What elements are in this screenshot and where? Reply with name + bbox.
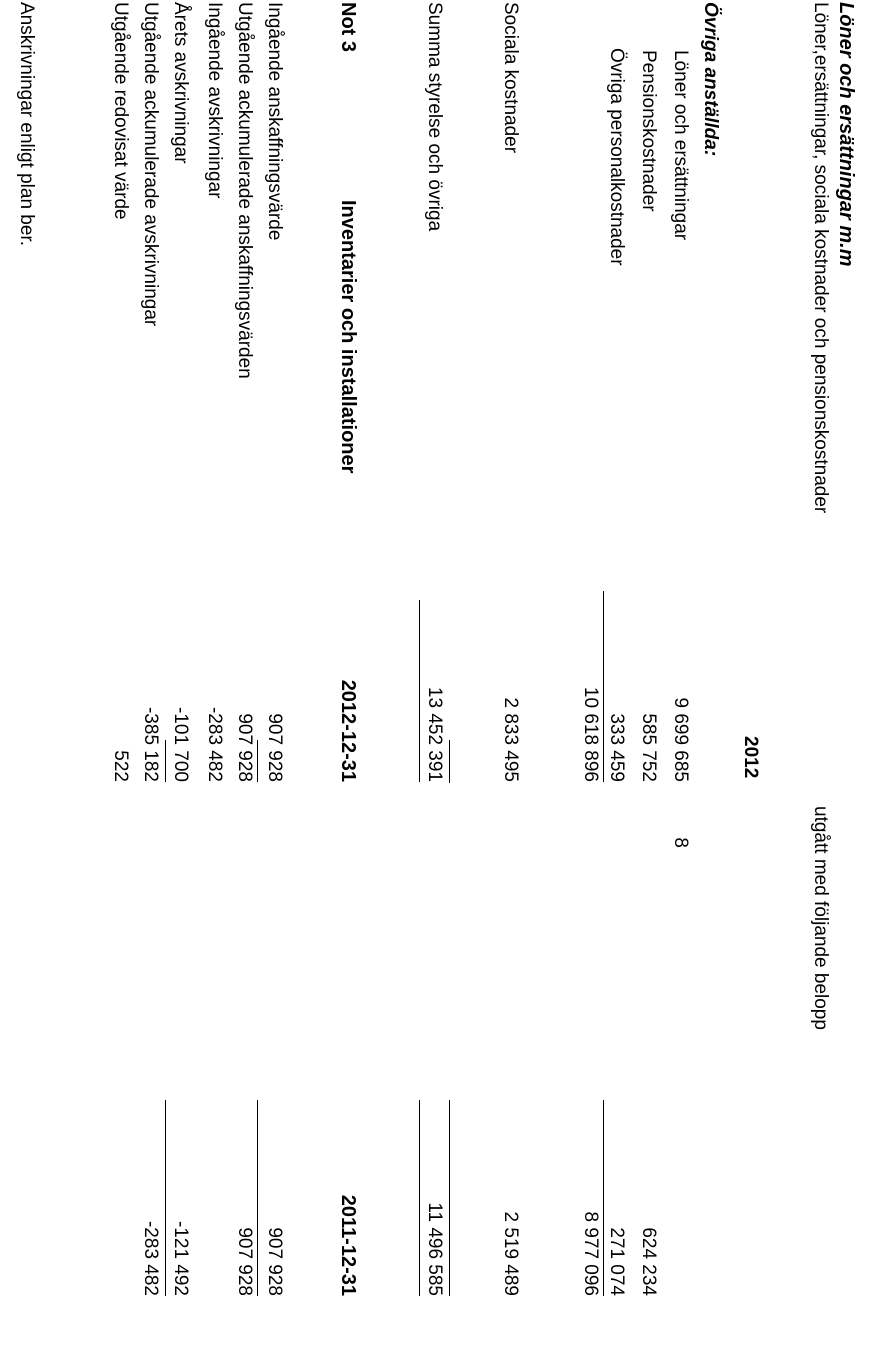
note-row-label: Ingående anskaffningsvärde: [264, 2, 285, 241]
social-costs-label: Sociala kostnader: [500, 2, 521, 154]
row-value-2011-other-personnel: 271 074: [606, 1227, 627, 1296]
year-header: 2012: [740, 736, 761, 779]
social-costs-2011: 2 519 489: [500, 1211, 521, 1296]
section-title: Löner och ersättningar m.m: [835, 2, 857, 267]
subtotal-rule-2012: [603, 591, 604, 782]
note-row-2012: -101 700: [170, 706, 191, 782]
note-row-2012: -283 482: [204, 706, 225, 782]
note-col-2011: 2011-12-31: [337, 1194, 359, 1296]
sum-underline-2011: [419, 1100, 420, 1296]
sum-underline-2012: [419, 600, 420, 782]
note-row-2011: 907 928: [264, 1227, 285, 1296]
note-row-2012: 907 928: [264, 713, 285, 782]
row-value-2012-other-personnel: 333 459: [606, 713, 627, 782]
sum-2012: 13 452 391: [424, 686, 445, 782]
note-rule-2012: [257, 740, 258, 782]
row-value-2012-salaries: 9 699 685: [670, 697, 691, 782]
note-row-label: Ingående avskrivningar: [204, 2, 225, 199]
note-rule-2011: [165, 1100, 166, 1296]
section-subtitle-right: utgått med följande belopp: [810, 806, 831, 1030]
row-label-other-personnel: Övriga personalkostnader: [606, 48, 627, 266]
note-row-label: Utgående redovisat värde: [110, 2, 131, 220]
note-row-2011: 907 928: [234, 1227, 255, 1296]
note-number: Not 3: [337, 2, 359, 52]
note-rule-2011: [257, 1100, 258, 1296]
note-row-2012: 907 928: [234, 713, 255, 782]
subtotal-2012: 10 618 896: [580, 686, 601, 782]
subtotal-2011: 8 977 096: [580, 1211, 601, 1296]
note-row-label: Årets avskrivningar: [170, 2, 191, 164]
note-col-2012: 2012-12-31: [337, 679, 359, 782]
social-costs-2012: 2 833 495: [500, 697, 521, 782]
note-row-2011: -121 492: [170, 1220, 191, 1296]
note-title: Inventarier och installationer: [337, 200, 359, 474]
note-row-2012: -385 182: [140, 706, 161, 782]
sum-label: Summa styrelse och övriga: [424, 2, 445, 232]
footer-text: Anskrivningar enligt plan ber.: [16, 2, 37, 246]
note-row-2012: 522: [110, 750, 131, 782]
other-staff-heading: Övriga anställda:: [700, 2, 721, 157]
note-row-label: Utgående ackumulerade anskaffningsvärden: [234, 2, 255, 379]
row-label-salaries: Löner och ersättningar: [670, 50, 691, 241]
note-rule-2012: [165, 740, 166, 782]
sum-rule-2011: [449, 1100, 450, 1296]
row-value-2011-salaries: 8: [670, 837, 691, 848]
row-value-2011-pension: 624 234: [638, 1227, 659, 1296]
sum-2011: 11 496 585: [424, 1202, 445, 1296]
sum-rule-2012: [449, 740, 450, 783]
row-label-pension: Pensionskostnader: [638, 50, 659, 212]
note-row-label: Utgående ackumulerade avskrivningar: [140, 2, 161, 327]
section-subtitle: Löner,ersättningar, sociala kostnader och pensionskostnader: [810, 2, 831, 514]
row-value-2012-pension: 585 752: [638, 713, 659, 782]
subtotal-rule-2011: [603, 1100, 604, 1296]
note-row-2011: -283 482: [140, 1220, 161, 1296]
